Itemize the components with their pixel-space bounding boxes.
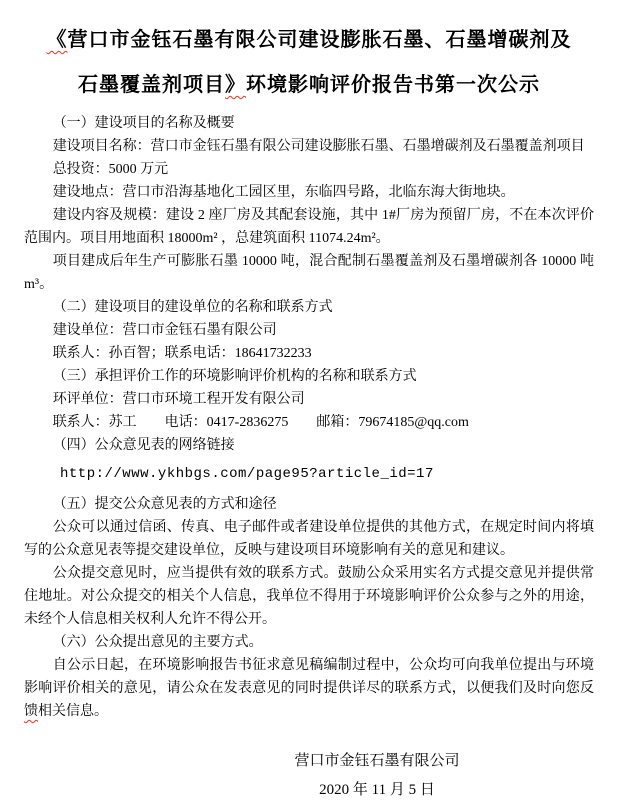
signature-date: 2020 年 11 月 5 日 xyxy=(319,782,435,798)
section-1-heading: （一）建设项目的名称及概要 xyxy=(52,116,235,131)
spellcheck-underline: 馈 xyxy=(24,704,38,719)
submit-methods-paragraph-2: 公众提交意见时，应当提供有效的联系方式。鼓励公众采用实名方式提交意见并提供常住地址。对公众提交的相关个人信息，我单位不得用于环境影响评价公众参与之外的用途，未经个人信息相关权利人允许不得公开。 xyxy=(24,566,594,627)
eia-unit-paragraph: 环评单位：营口市环境工程开发有限公司 xyxy=(52,392,305,407)
construction-location-paragraph: 建设地点：营口市沿海基地化工园区里，东临四号路，北临东海大街地块。 xyxy=(52,185,515,200)
title-line-1 xyxy=(24,18,594,63)
title-line-1-text: 营口市金钰石墨有限公司建设膨胀石墨、石墨增碳剂及 xyxy=(67,29,572,51)
eia-contact-paragraph: 联系人：苏工 电话：0417-2836275 邮箱：79674185@qq.com xyxy=(52,415,469,430)
spellcheck-underline: 》 xyxy=(225,74,246,96)
opinion-paragraph-text-rest: 相关信息。 xyxy=(38,704,108,719)
document-title xyxy=(24,18,594,108)
title-line-2-text-pre: 石墨覆盖剂项目 xyxy=(78,74,225,96)
document-body xyxy=(24,112,594,723)
section-4-heading: （四）公众意见表的网络链接 xyxy=(52,438,235,453)
section-5-heading: （五）提交公众意见表的方式和途径 xyxy=(52,497,277,512)
feedback-url: http://www.ykhbgs.com/page95?article_id=17 xyxy=(60,466,434,482)
builder-contact-paragraph: 联系人：孙百智；联系电话：18641732233 xyxy=(52,346,312,361)
opinion-channel-paragraph xyxy=(24,654,594,723)
project-name-paragraph: 建设项目名称：营口市金钰石墨有限公司建设膨胀石墨、石墨增碳剂及石墨覆盖剂项目 xyxy=(52,139,585,154)
title-line-2-text-rest: 环境影响评价报告书第一次公示 xyxy=(246,74,540,96)
section-6-heading: （六）公众提出意见的主要方式。 xyxy=(52,635,263,650)
signature-block xyxy=(292,747,462,805)
construction-scale-paragraph: 建设内容及规模：建设 2 座厂房及其配套设施，其中 1#厂房为预留厂房，不在本次评价范围内。项目用地面积 18000m² ，总建筑面积 11074.24m²。 xyxy=(24,208,594,246)
signature-company: 营口市金钰石墨有限公司 xyxy=(294,753,460,769)
total-investment-paragraph: 总投资：5000 万元 xyxy=(52,162,169,177)
title-line-2 xyxy=(24,63,594,108)
production-capacity-paragraph: 项目建成后年生产可膨胀石墨 10000 吨，混合配制石墨覆盖剂及石墨增碳剂各 10000 吨 m³。 xyxy=(24,254,594,292)
section-3-heading: （三）承担评价工作的环境影响评价机构的名称和联系方式 xyxy=(52,369,417,384)
construction-unit-paragraph: 建设单位：营口市金钰石墨有限公司 xyxy=(52,323,277,338)
section-2-heading: （二）建设项目的建设单位的名称和联系方式 xyxy=(52,300,333,315)
submit-methods-paragraph-1: 公众可以通过信函、传真、电子邮件或者建设单位提供的其他方式，在规定时间内将填写的公众意见表等提交建设单位，反映与建设项目环境影响有关的意见和建议。 xyxy=(24,520,594,558)
spellcheck-underline: 《 xyxy=(46,29,68,51)
opinion-paragraph-text-pre: 自公示日起，在环境影响报告书征求意见稿编制过程中，公众均可向我单位提出与环境影响评价相关的意见，请公众在发表意见的同时提供详尽的联系方式，以便我们及时向您反 xyxy=(24,658,594,696)
